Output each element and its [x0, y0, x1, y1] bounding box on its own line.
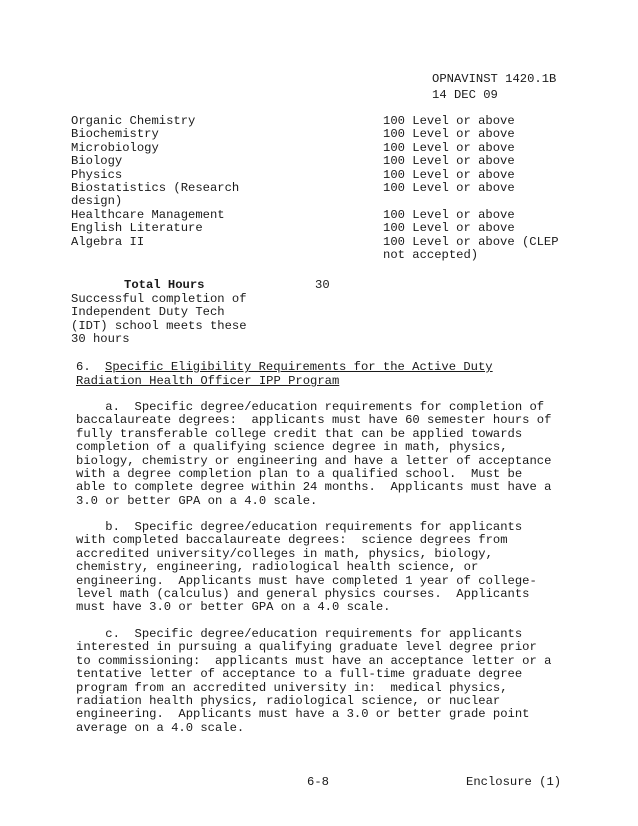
course-name: Microbiology [71, 140, 159, 155]
paragraph-c [76, 628, 551, 735]
paragraph-line: baccalaureate degrees: applicants must have 60 semester hours of [76, 413, 552, 428]
paragraph-a [76, 401, 551, 508]
section-number: 6. [76, 360, 91, 374]
section-title-line: Specific Eligibility Requirements for the Active Duty [105, 360, 493, 374]
course-name: Organic Chemistry [71, 114, 196, 128]
course-level: 100 Level or above [383, 180, 515, 195]
note-line: Independent Duty Tech [71, 305, 225, 320]
course-level: 100 Level or above (CLEP [383, 234, 559, 249]
paragraph-line: a. Specific degree/education requirements for completion of [76, 400, 545, 414]
total-hours-label: Total Hours [124, 278, 205, 292]
paragraph-line: interested in pursuing a qualifying graduate level degree prior [76, 640, 537, 655]
paragraph-line: to commissioning: applicants must have an acceptance letter or a [76, 653, 552, 668]
paragraph-line: tentative letter of acceptance to a full-time graduate degree [76, 667, 523, 682]
course-name: Biochemistry [71, 127, 159, 142]
page-number: 6-8 [307, 775, 329, 789]
course-level: 100 Level or above [383, 140, 515, 155]
paragraph-line: biology, chemistry or engineering and have a letter of acceptance [76, 453, 552, 468]
course-level: 100 Level or above [383, 127, 515, 142]
course-level: 100 Level or above [383, 154, 515, 169]
paragraph-line: completion of a qualifying science degree in math, physics, [76, 440, 508, 455]
paragraph-line: fully transferable college credit that can be applied towards [76, 426, 523, 441]
course-name: Healthcare Management [71, 207, 225, 222]
course-level-spacer [383, 195, 559, 208]
instruction-date: 14 DEC 09 [432, 88, 498, 102]
course-levels-column [383, 115, 559, 262]
section-title-line: Radiation Health Officer IPP Program [76, 374, 340, 388]
paragraph-line: program from an accredited university in: medical physics, [76, 680, 508, 695]
note-line: (IDT) school meets these [71, 318, 247, 333]
course-names-column [71, 115, 239, 249]
course-name: Biostatistics (Research [71, 180, 240, 195]
paragraph-line: engineering. Applicants must have a 3.0 or better grade point [76, 707, 530, 722]
paragraph-line: level math (calculus) and general physics courses. Applicants [76, 586, 530, 601]
paragraph-line: radiation health physics, radiological science, or nuclear [76, 693, 501, 708]
paragraph-line: c. Specific degree/education requirements for applicants [76, 627, 523, 641]
paragraph-line: able to complete degree within 24 months. Applicants must have a [76, 480, 552, 495]
note-line: 30 hours [71, 332, 130, 347]
paragraph-line: accredited university/colleges in math, physics, biology, [76, 546, 493, 561]
paragraph-line: must have 3.0 or better GPA on a 4.0 scale. [76, 600, 391, 615]
course-name: Biology [71, 154, 123, 169]
paragraph-line: with completed baccalaureate degrees: science degrees from [76, 533, 508, 548]
note-line: Successful completion of [71, 292, 247, 306]
enclosure-label: Enclosure (1) [466, 775, 562, 789]
course-level: 100 Level or above [383, 221, 515, 236]
instruction-number: OPNAVINST 1420.1B [432, 72, 557, 86]
paragraph-line: engineering. Applicants must have completed 1 year of college- [76, 573, 537, 588]
paragraph-b [76, 521, 537, 615]
course-name: English Literature [71, 221, 203, 236]
course-name: Algebra II [71, 234, 145, 249]
total-hours-value: 30 [315, 278, 330, 292]
paragraph-line: with a degree completion plan to a qualified school. Must be [76, 466, 523, 481]
total-hours-note [71, 293, 247, 347]
course-level: 100 Level or above [383, 207, 515, 222]
course-name-continued: design) [71, 194, 123, 209]
course-level: 100 Level or above [383, 114, 515, 128]
course-level-continued: not accepted) [383, 247, 479, 262]
course-name: Physics [71, 167, 123, 182]
course-level: 100 Level or above [383, 167, 515, 182]
paragraph-line: average on a 4.0 scale. [76, 720, 245, 735]
paragraph-line: 3.0 or better GPA on a 4.0 scale. [76, 493, 318, 508]
paragraph-line: chemistry, engineering, radiological health science, or [76, 560, 479, 575]
paragraph-line: b. Specific degree/education requirements for applicants [76, 520, 523, 534]
